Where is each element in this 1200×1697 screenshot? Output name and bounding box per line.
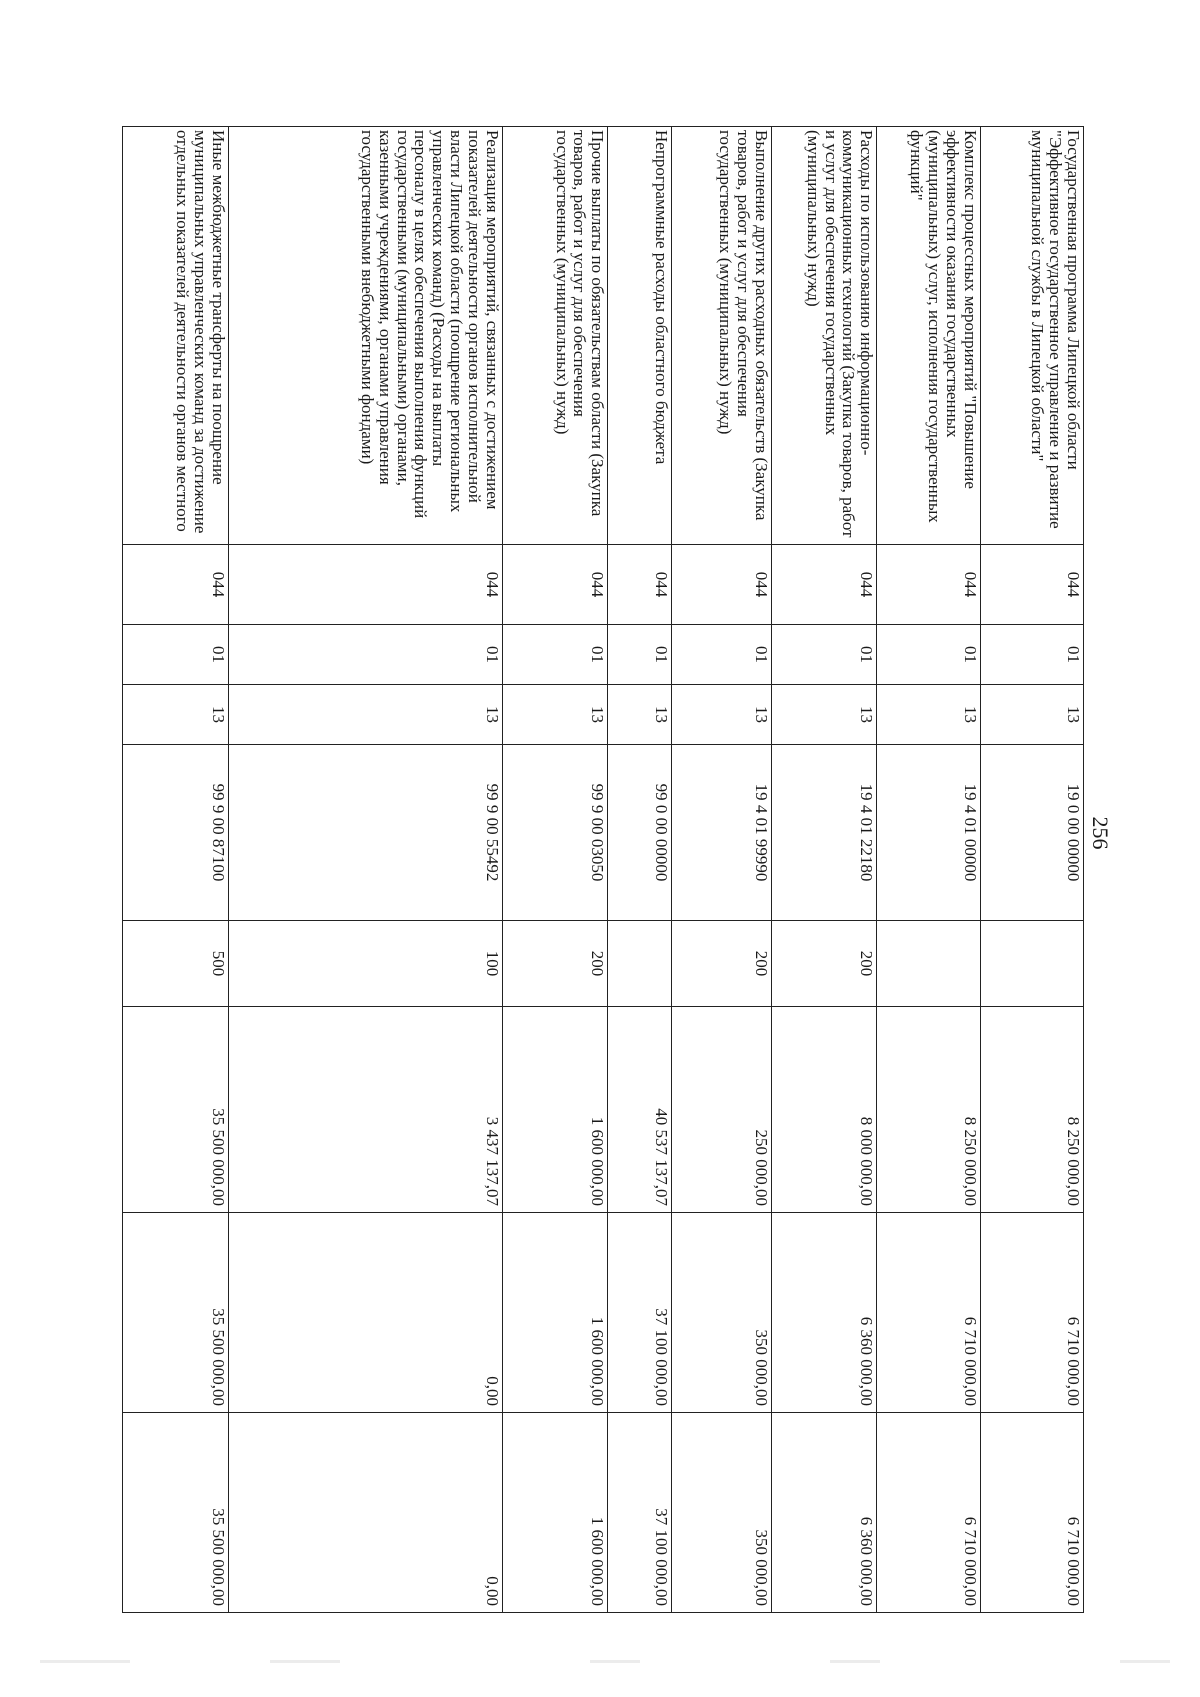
cell-glava: 044 (877, 545, 980, 625)
cell-glava: 044 (980, 545, 1083, 625)
row-name: Выполнение других расходных обязательств (Закупка товаров, работ и услуг для обеспечения государственных (муниципальных) нужд) (671, 127, 771, 545)
cell-sum-1: 8 250 000,00 (980, 1007, 1083, 1213)
row-name: Комплекс процессных мероприятий "Повышение эффективности оказания государственных (муниципальных) услуг, исполнения государственных функций" (877, 127, 980, 545)
row-name: Расходы по использованию информационно-коммуникационных технологий (Закупка товаров, работ и услуг для обеспечения государственных (муниципальных) нужд) (771, 127, 876, 545)
cell-sum-3: 6 360 000,00 (771, 1413, 876, 1613)
table-row (771, 127, 876, 1613)
cell-target-article: 99 0 00 00000 (608, 745, 671, 921)
cell-expense-type: 200 (771, 921, 876, 1007)
scan-artifact (830, 1660, 880, 1663)
cell-expense-type (980, 921, 1083, 1007)
cell-target-article: 99 9 00 87100 (123, 745, 229, 921)
table-row (228, 127, 502, 1613)
cell-section: 01 (671, 625, 771, 685)
cell-subsection: 13 (123, 685, 229, 745)
cell-target-article: 19 0 00 00000 (980, 745, 1083, 921)
scan-artifact (270, 1660, 340, 1663)
cell-target-article: 99 9 00 55492 (228, 745, 502, 921)
cell-section: 01 (608, 625, 671, 685)
cell-section: 01 (502, 625, 607, 685)
cell-sum-3: 0,00 (228, 1413, 502, 1613)
cell-subsection: 13 (671, 685, 771, 745)
cell-section: 01 (228, 625, 502, 685)
table-row (608, 127, 671, 1613)
cell-section: 01 (980, 625, 1083, 685)
cell-target-article: 19 4 01 00000 (877, 745, 980, 921)
cell-subsection: 13 (608, 685, 671, 745)
cell-expense-type: 500 (123, 921, 229, 1007)
cell-target-article: 19 4 01 22180 (771, 745, 876, 921)
budget-table (122, 126, 1084, 1613)
cell-glava: 044 (228, 545, 502, 625)
cell-glava: 044 (608, 545, 671, 625)
cell-glava: 044 (502, 545, 607, 625)
row-name: Государственная программа Липецкой области "Эффективное государственное управление и развитие муниципальной службы в Липецкой области" (980, 127, 1083, 545)
scan-artifact (40, 1660, 130, 1663)
cell-section: 01 (771, 625, 876, 685)
cell-sum-2: 350 000,00 (671, 1213, 771, 1413)
cell-subsection: 13 (771, 685, 876, 745)
scan-artifact (590, 1660, 640, 1663)
cell-sum-2: 1 600 000,00 (502, 1213, 607, 1413)
cell-sum-2: 37 100 000,00 (608, 1213, 671, 1413)
cell-sum-2: 6 710 000,00 (877, 1213, 980, 1413)
cell-target-article: 19 4 01 99990 (671, 745, 771, 921)
row-name: Непрограммные расходы областного бюджета (608, 127, 671, 545)
table-row (877, 127, 980, 1613)
row-name: Иные межбюджетные трансферты на поощрение муниципальных управленческих команд за достижение отдельных показателей деятельности органов местного (123, 127, 229, 545)
cell-sum-3: 6 710 000,00 (980, 1413, 1083, 1613)
cell-sum-3: 1 600 000,00 (502, 1413, 607, 1613)
cell-section: 01 (877, 625, 980, 685)
cell-sum-1: 1 600 000,00 (502, 1007, 607, 1213)
cell-sum-2: 0,00 (228, 1213, 502, 1413)
row-name: Реализация мероприятий, связанных с достижением показателей деятельности органов исполнительной власти Липецкой области (поощрение региональных управленческих команд) (Расходы на выплаты персоналу в целях обеспечения выполнения функций государственными (муниципальными) органами, казенными учреждениями, органами управления государственными внебюджетными фондами) (228, 127, 502, 545)
cell-expense-type: 200 (671, 921, 771, 1007)
cell-expense-type (877, 921, 980, 1007)
scan-artifact (1120, 1660, 1170, 1663)
table-row (671, 127, 771, 1613)
cell-sum-3: 35 500 000,00 (123, 1413, 229, 1613)
cell-subsection: 13 (228, 685, 502, 745)
cell-sum-1: 40 537 137,07 (608, 1007, 671, 1213)
cell-sum-1: 8 250 000,00 (877, 1007, 980, 1213)
cell-target-article: 99 9 00 03050 (502, 745, 607, 921)
cell-subsection: 13 (877, 685, 980, 745)
cell-expense-type: 100 (228, 921, 502, 1007)
budget-table-rotated (122, 126, 1084, 1612)
table-body (123, 127, 1084, 1613)
cell-section: 01 (123, 625, 229, 685)
cell-glava: 044 (771, 545, 876, 625)
cell-sum-1: 35 500 000,00 (123, 1007, 229, 1213)
cell-sum-2: 6 710 000,00 (980, 1213, 1083, 1413)
table-row (123, 127, 229, 1613)
cell-sum-2: 6 360 000,00 (771, 1213, 876, 1413)
cell-glava: 044 (671, 545, 771, 625)
cell-expense-type: 200 (502, 921, 607, 1007)
page-number: 256 (1088, 816, 1113, 850)
cell-sum-3: 350 000,00 (671, 1413, 771, 1613)
table-row (502, 127, 607, 1613)
cell-sum-2: 35 500 000,00 (123, 1213, 229, 1413)
cell-sum-3: 6 710 000,00 (877, 1413, 980, 1613)
row-name: Прочие выплаты по обязательствам области (Закупка товаров, работ и услуг для обеспечения государственных (муниципальных) нужд) (502, 127, 607, 545)
table-row (980, 127, 1083, 1613)
cell-sum-1: 3 437 137,07 (228, 1007, 502, 1213)
cell-sum-1: 250 000,00 (671, 1007, 771, 1213)
cell-sum-1: 8 000 000,00 (771, 1007, 876, 1213)
cell-subsection: 13 (502, 685, 607, 745)
cell-expense-type (608, 921, 671, 1007)
cell-sum-3: 37 100 000,00 (608, 1413, 671, 1613)
cell-subsection: 13 (980, 685, 1083, 745)
cell-glava: 044 (123, 545, 229, 625)
